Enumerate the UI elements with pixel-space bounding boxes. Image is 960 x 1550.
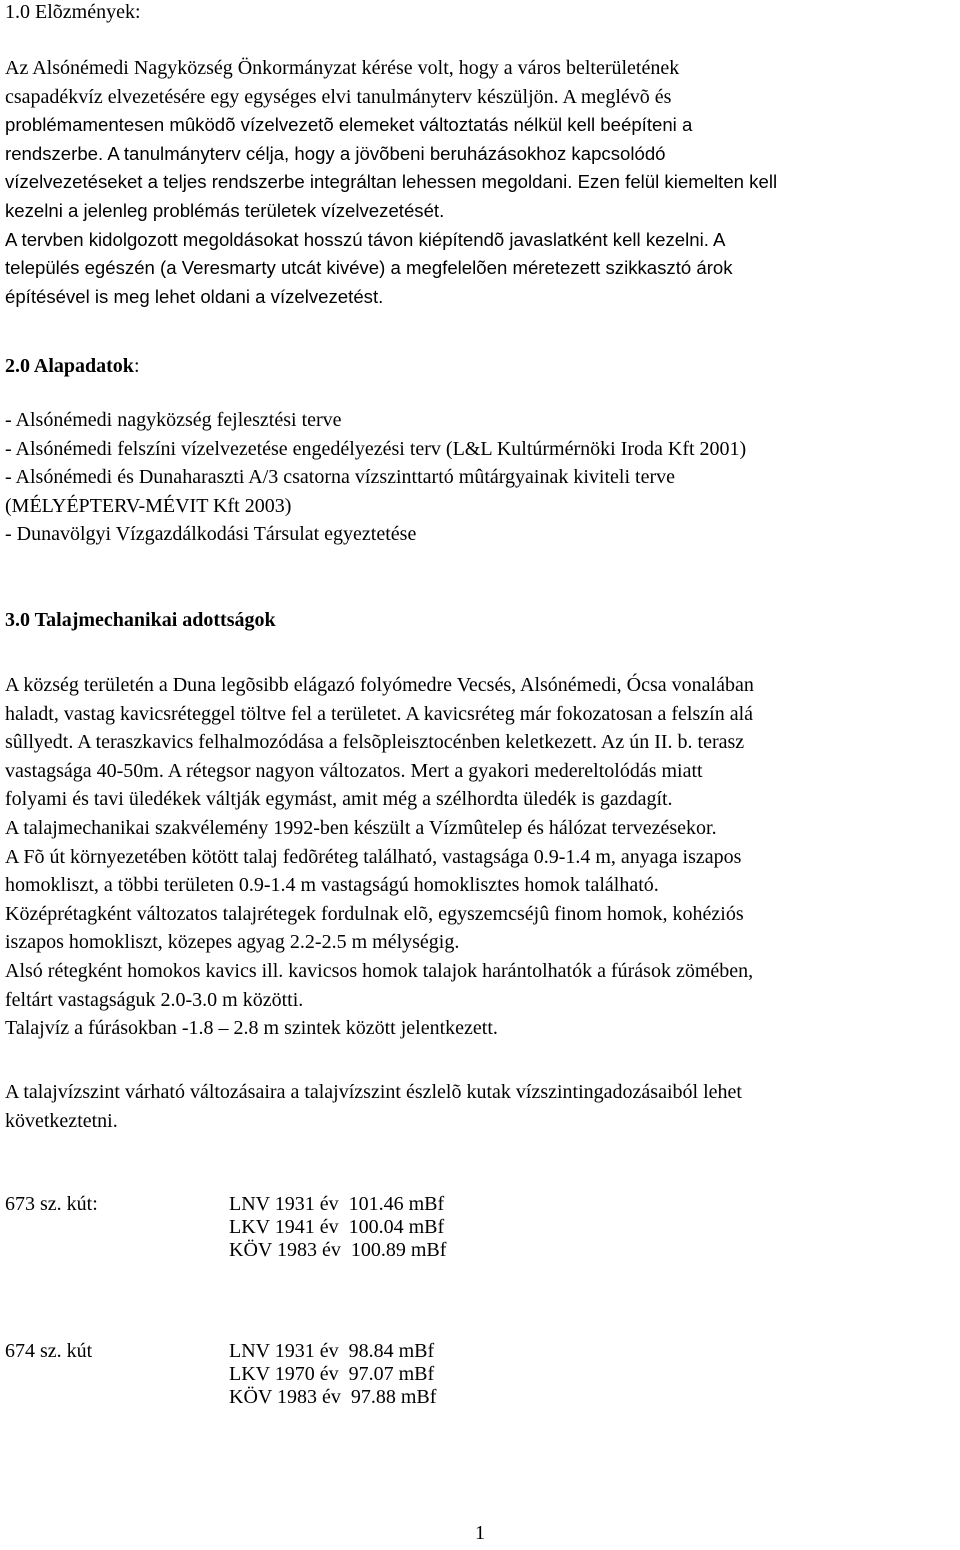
section-1-heading (5, 0, 141, 25)
well-label: 674 sz. kút (5, 1340, 93, 1362)
section-3-paragraph-2 (5, 1078, 742, 1135)
section-1-title: Elõzmények (30, 1, 135, 23)
text-line: település egészén (a Veresmarty utcát kivéve) a megfelelõen méretezett szikkasztó árok (5, 257, 733, 279)
list-item: - Dunavölgyi Vízgazdálkodási Társulat egyeztetése (5, 523, 417, 546)
section-2-title: 0 Alapadatok (20, 355, 134, 377)
well-674 (5, 1340, 905, 1427)
text-line: Alsó rétegként homokos kavics ill. kavicsos homok talajok harántolhatók a fúrások zömében, (5, 959, 754, 982)
section-3-body (5, 671, 754, 1043)
well-value-row: KÖV 1983 év 100.89 mBf (229, 1239, 447, 1261)
text-line: Az Alsónémedi Nagyközség Önkormányzat kérése volt, hogy a város belterületének (5, 57, 680, 79)
text-line: iszapos homokliszt, közepes agyag 2.2-2.5 m mélységig. (5, 931, 460, 954)
text-line: Középrétagként változatos talajrétegek fordulnak elõ, egyszemcséjû finom homok, kohéziós (5, 902, 744, 925)
text-line: rendszerbe. A tanulmányterv célja, hogy a jövõbeni beruházásokhoz kapcsolódó (5, 142, 666, 164)
text-line: vízelvezetéseket a teljes rendszerbe integráltan lehessen megoldani. Ezen felül kiemelten kell (5, 171, 778, 193)
text-line: építésével is meg lehet oldani a vízelvezetést. (5, 285, 384, 307)
list-item: - Alsónémedi felszíni vízelvezetése engedélyezési terv (L&L Kultúrmérnöki Iroda Kft 2001) (5, 437, 747, 460)
section-2-number: 2. (5, 355, 20, 377)
well-673 (5, 1193, 905, 1280)
list-item: - Alsónémedi nagyközség fejlesztési terve (5, 409, 342, 431)
text-line: homokliszt, a többi területen 0.9-1.4 m vastagságú homoklisztes homok található. (5, 874, 659, 897)
text-line: A község területén a Duna legõsibb elágazó folyómedre Vecsés, Alsónémedi, Ócsa vonalában (5, 674, 754, 696)
page-number: 1 (475, 1522, 485, 1544)
text-line: kezelni a jelenleg problémás területek vízelvezetését. (5, 199, 445, 221)
section-3-number: 3. (5, 609, 20, 631)
text-line: haladt, vastag kavicsréteggel töltve fel a területet. A kavicsréteg már fokozatosan a felszín alá (5, 702, 754, 725)
well-label: 673 sz. kút: (5, 1193, 98, 1215)
well-value-row: LNV 1931 év 101.46 mBf (229, 1193, 445, 1215)
text-line: feltárt vastagságuk 2.0-3.0 m közötti. (5, 988, 304, 1011)
text-line: Talajvíz a fúrásokban -1.8 – 2.8 m szintek között jelentkezett. (5, 1017, 498, 1040)
text-line: A talajvízszint várható változásaira a talajvízszint észlelõ kutak vízszintingadozásaiból lehet (5, 1081, 742, 1103)
text-line: A talajmechanikai szakvélemény 1992-ben készült a Vízmûtelep és hálózat tervezésekor. (5, 816, 717, 839)
well-value-row: KÖV 1983 év 97.88 mBf (229, 1386, 437, 1408)
well-value-row: LKV 1941 év 100.04 mBf (229, 1216, 445, 1238)
section-1-number: 1.0 (5, 1, 30, 23)
text-line: következtetni. (5, 1109, 118, 1132)
list-item: - Alsónémedi és Dunaharaszti A/3 csatorna vízszinttartó mûtárgyainak kiviteli terve (5, 466, 675, 489)
text-line: csapadékvíz elvezetésére egy egységes elvi tanulmányterv készüljön. A meglévõ és (5, 85, 672, 108)
section-2-heading (5, 353, 140, 379)
well-values (229, 1340, 436, 1409)
text-line: vastagsága 40-50m. A rétegsor nagyon változatos. Mert a gyakori medereltolódás miatt (5, 759, 703, 782)
well-values (229, 1193, 446, 1262)
section-1-body (5, 54, 777, 311)
text-line: A Fõ út környezetében kötött talaj fedõréteg található, vastagsága 0.9-1.4 m, anyaga iszapos (5, 845, 742, 868)
well-value-row: LNV 1931 év 98.84 mBf (229, 1340, 435, 1362)
well-value-row: LKV 1970 év 97.07 mBf (229, 1363, 435, 1385)
text-line: sûllyedt. A teraszkavics felhalmozódása a felsõpleisztocénben keletkezett. Az ún II. b. terasz (5, 731, 745, 754)
section-3-heading (5, 607, 276, 633)
text-line: folyami és tavi üledékek váltják egymást, amit még a szélhordta üledék is gazdagít. (5, 788, 673, 811)
list-item: (MÉLYÉPTERV-MÉVIT Kft 2003) (5, 494, 292, 517)
section-2-body (5, 406, 746, 549)
text-line: problémamentesen mûködõ vízelvezetõ elemeket változtatás nélkül kell beépíteni a (5, 114, 693, 136)
section-1-colon: : (134, 1, 141, 23)
section-2-colon: : (133, 355, 140, 377)
section-3-title: 0 Talajmechanikai adottságok (20, 609, 276, 631)
text-line: A tervben kidolgozott megoldásokat hosszú távon kiépítendõ javaslatként kell kezelni. A (5, 228, 726, 250)
